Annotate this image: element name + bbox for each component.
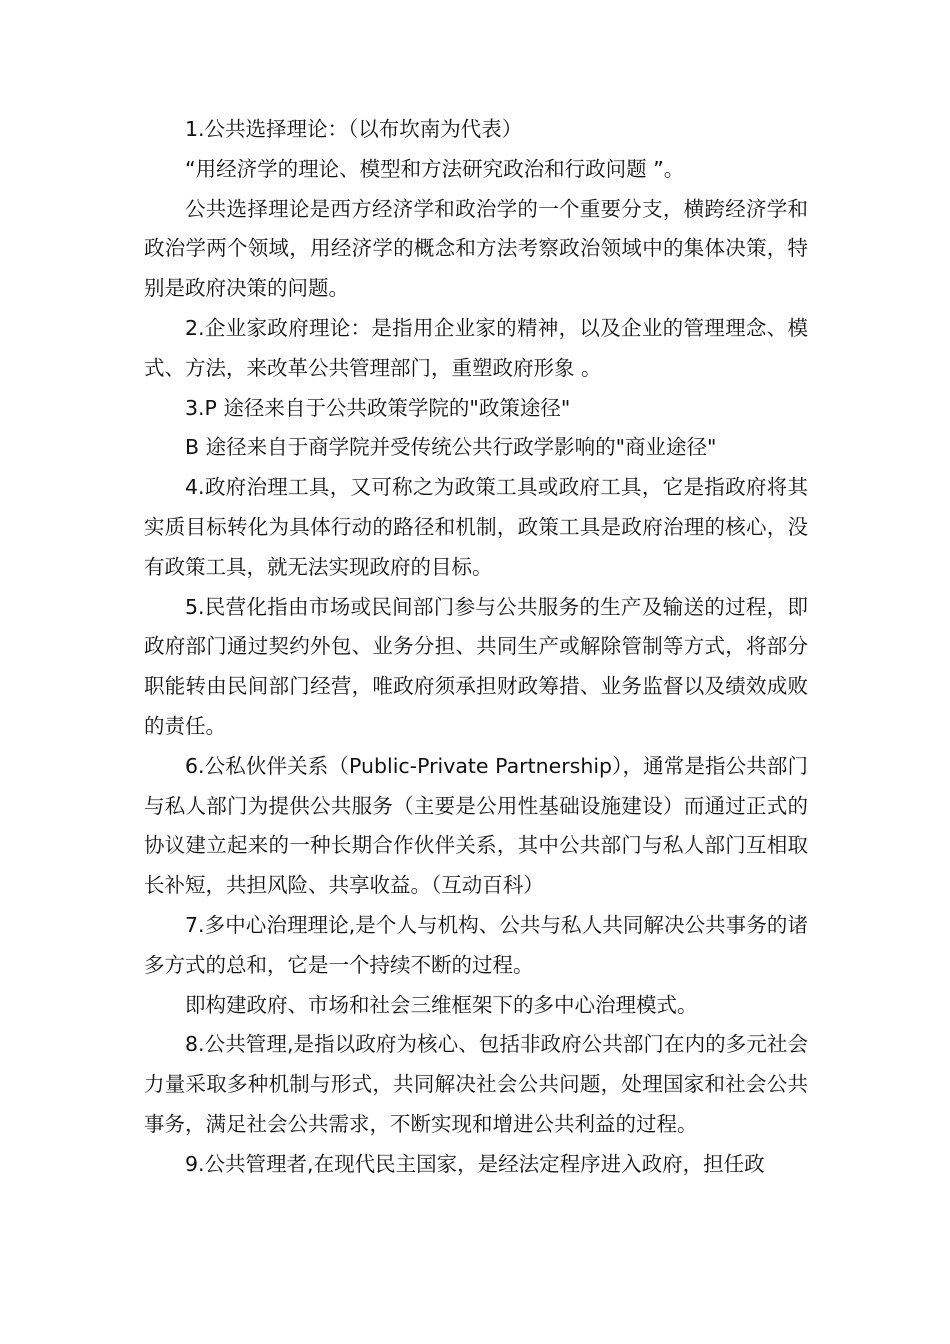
paragraph-5-p-approach: 3.P 途径来自于公共政策学院的"政策途径"	[185, 395, 571, 420]
paragraph-7-governance-tools: 4.政府治理工具，又可称之为政策工具或政府工具，它是指政府将其实质目标转化为具体行动的路径和机制，政策工具是政府治理的核心，没有政策工具，就无法实现政府的目标。	[144, 475, 808, 579]
paragraph-12-public-management: 8.公共管理,是指以政府为核心、包括非政府公共部门在内的多元社会力量采取多种机制与形式，共同解决社会公共问题，处理国家和社会公共事务，满足社会公共需求，不断实现和增进公共利益的过程。	[144, 1032, 808, 1136]
paragraph-11-polycentric-model: 即构建政府、市场和社会三维框架下的多中心治理模式。	[185, 992, 698, 1017]
paragraph-8-privatization: 5.民营化指由市场或民间部门参与公共服务的生产及输送的过程，即政府部门通过契约外包、业务分担、共同生产或解除管制等方式，将部分职能转由民间部门经营，唯政府须承担财政筹措、业务监督以及绩效成败的责任。	[144, 594, 808, 738]
paragraph-6-b-approach: B 途径来自于商学院并受传统公共行政学影响的"商业途径"	[185, 435, 717, 460]
paragraph-13-public-manager: 9.公共管理者,在现代民主国家，是经法定程序进入政府，担任政	[185, 1151, 765, 1176]
paragraph-1-public-choice-heading: 1.公共选择理论：（以布坎南为代表）	[185, 117, 523, 141]
paragraph-10-polycentric-governance: 7.多中心治理理论,是个人与机构、公共与私人共同解决公共事务的诸多方式的总和，它是一个持续不断的过程。	[144, 912, 808, 977]
document-body	[144, 110, 808, 1185]
paragraph-4-entrepreneurial-government: 2.企业家政府理论：是指用企业家的精神，以及企业的管理理念、模式、方法，来改革公共管理部门，重塑政府形象 。	[144, 315, 808, 380]
paragraph-3-public-choice-definition: 公共选择理论是西方经济学和政治学的一个重要分支，横跨经济学和政治学两个领域，用经济学的概念和方法考察政治领域中的集体决策，特别是政府决策的问题。	[144, 196, 808, 301]
paragraph-9-public-private-partnership: 6.公私伙伴关系（Public-Private Partnership），通常是指公共部门与私人部门为提供公共服务（主要是公用性基础设施建设）而通过正式的协议建立起来的一种长期合作伙伴关系，其中公共部门与私人部门互相取长补短，共担风险、共享收益。（互动百科）	[144, 753, 808, 898]
paragraph-2-public-choice-quote: “用经济学的理论、模型和方法研究政治和行政问题 ”。	[185, 156, 685, 181]
